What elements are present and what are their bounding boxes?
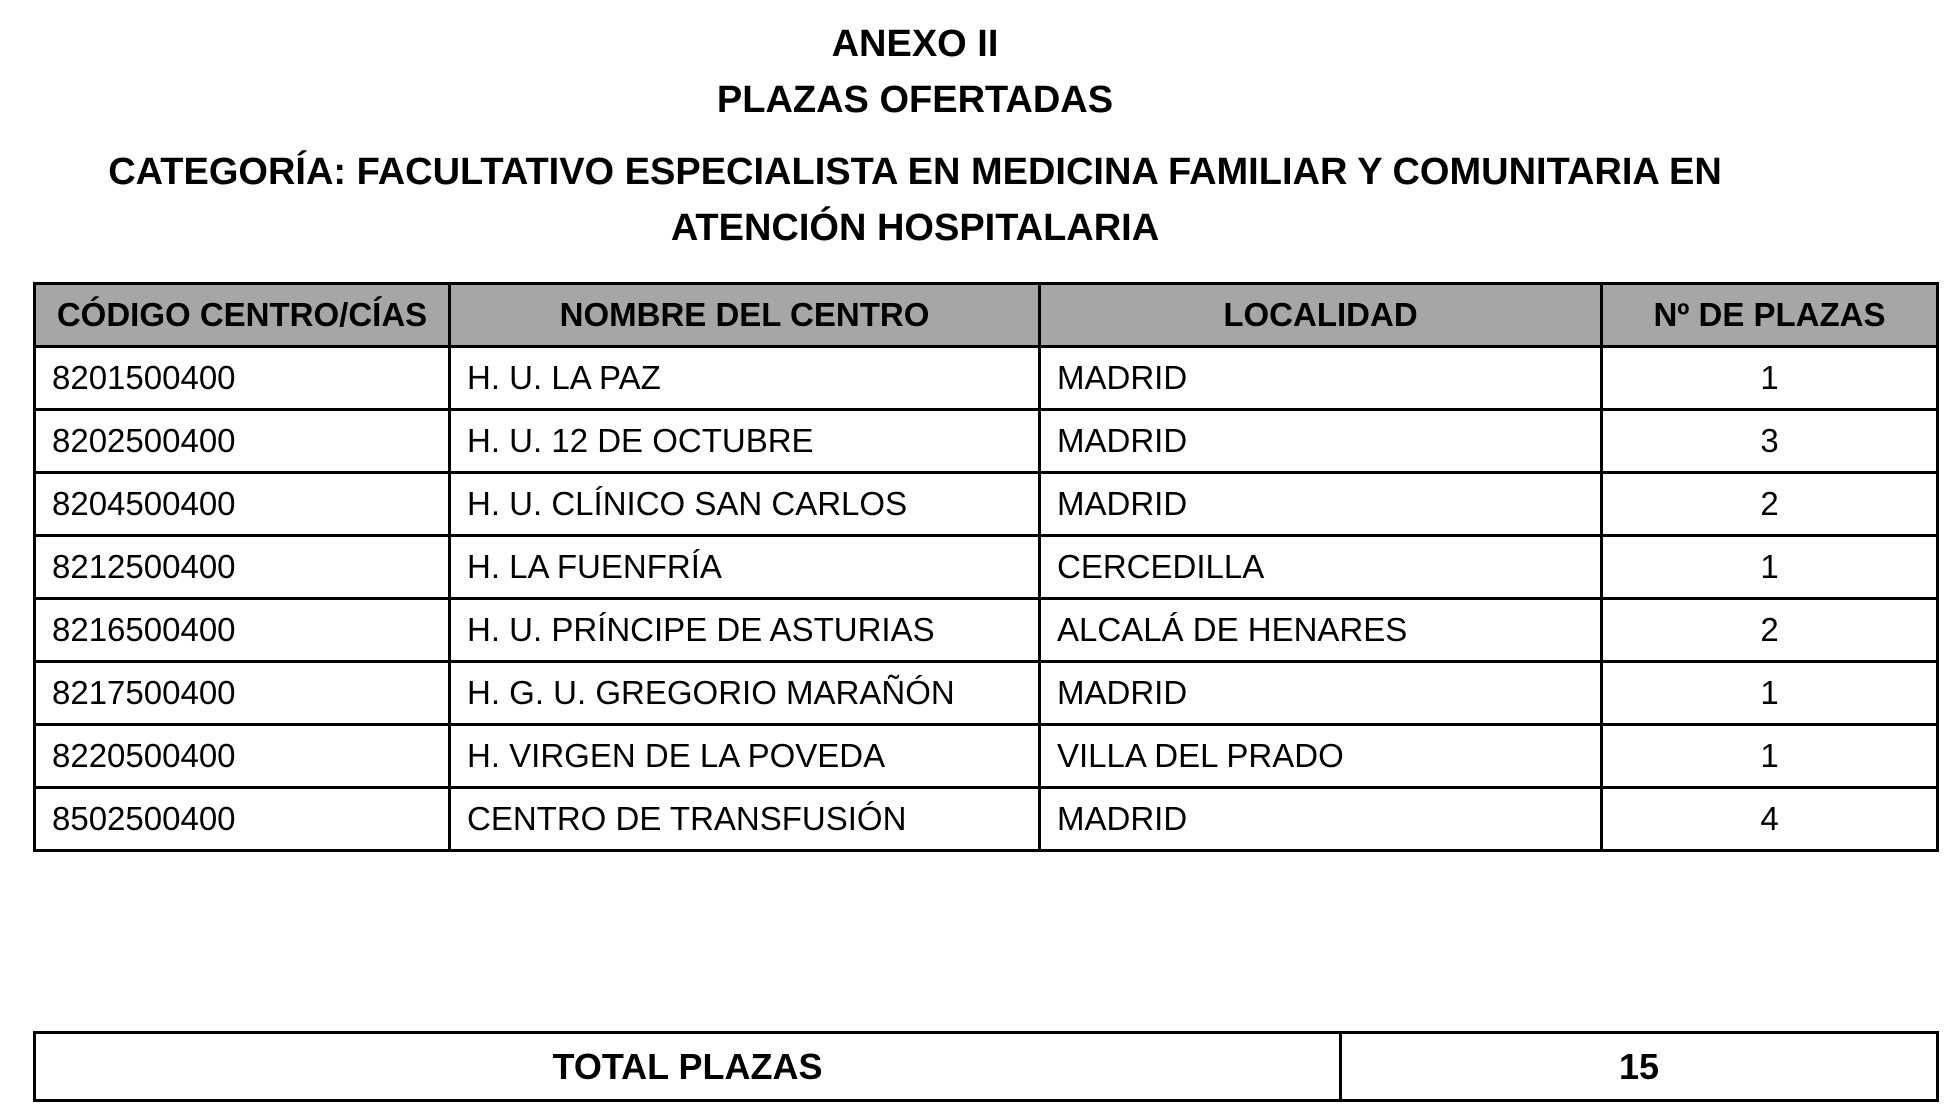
cell-codigo: 8202500400 bbox=[35, 410, 450, 473]
cell-localidad: MADRID bbox=[1040, 473, 1602, 536]
cell-plazas: 3 bbox=[1602, 410, 1938, 473]
table-row bbox=[35, 473, 1938, 536]
cell-localidad: ALCALÁ DE HENARES bbox=[1040, 599, 1602, 662]
annex-title: ANEXO II bbox=[831, 23, 999, 65]
cell-localidad: VILLA DEL PRADO bbox=[1040, 725, 1602, 788]
cell-plazas: 1 bbox=[1602, 725, 1938, 788]
column-header-plazas: Nº DE PLAZAS bbox=[1602, 284, 1938, 347]
cell-nombre: H. U. 12 DE OCTUBRE bbox=[450, 410, 1040, 473]
table-row bbox=[35, 599, 1938, 662]
column-header-localidad: LOCALIDAD bbox=[1040, 284, 1602, 347]
total-table bbox=[33, 1031, 1939, 1102]
table-header-row bbox=[35, 284, 1938, 347]
table-row bbox=[35, 410, 1938, 473]
table-row bbox=[35, 725, 1938, 788]
table-row bbox=[35, 788, 1938, 851]
category-title-line-2: ATENCIÓN HOSPITALARIA bbox=[670, 207, 1160, 249]
cell-plazas: 1 bbox=[1602, 662, 1938, 725]
cell-codigo: 8220500400 bbox=[35, 725, 450, 788]
category-title-line-1: CATEGORÍA: FACULTATIVO ESPECIALISTA EN MEDICINA FAMILIAR Y COMUNITARIA EN bbox=[108, 151, 1722, 193]
cell-plazas: 1 bbox=[1602, 536, 1938, 599]
cell-nombre: H. LA FUENFRÍA bbox=[450, 536, 1040, 599]
cell-localidad: CERCEDILLA bbox=[1040, 536, 1602, 599]
cell-plazas: 4 bbox=[1602, 788, 1938, 851]
cell-plazas: 1 bbox=[1602, 347, 1938, 410]
total-value: 15 bbox=[1341, 1033, 1938, 1101]
annex-subtitle: PLAZAS OFERTADAS bbox=[716, 79, 1114, 121]
column-header-codigo: CÓDIGO CENTRO/CÍAS bbox=[35, 284, 450, 347]
cell-nombre: H. VIRGEN DE LA POVEDA bbox=[450, 725, 1040, 788]
column-header-nombre: NOMBRE DEL CENTRO bbox=[450, 284, 1040, 347]
table-row bbox=[35, 662, 1938, 725]
cell-localidad: MADRID bbox=[1040, 410, 1602, 473]
cell-nombre: CENTRO DE TRANSFUSIÓN bbox=[450, 788, 1040, 851]
cell-codigo: 8201500400 bbox=[35, 347, 450, 410]
cell-codigo: 8204500400 bbox=[35, 473, 450, 536]
cell-codigo: 8212500400 bbox=[35, 536, 450, 599]
cell-localidad: MADRID bbox=[1040, 347, 1602, 410]
cell-localidad: MADRID bbox=[1040, 788, 1602, 851]
table-row bbox=[35, 347, 1938, 410]
total-label: TOTAL PLAZAS bbox=[35, 1033, 1341, 1101]
cell-nombre: H. G. U. GREGORIO MARAÑÓN bbox=[450, 662, 1040, 725]
cell-codigo: 8216500400 bbox=[35, 599, 450, 662]
cell-nombre: H. U. LA PAZ bbox=[450, 347, 1040, 410]
cell-codigo: 8217500400 bbox=[35, 662, 450, 725]
cell-plazas: 2 bbox=[1602, 599, 1938, 662]
cell-codigo: 8502500400 bbox=[35, 788, 450, 851]
cell-nombre: H. U. PRÍNCIPE DE ASTURIAS bbox=[450, 599, 1040, 662]
plazas-table bbox=[33, 282, 1939, 852]
cell-localidad: MADRID bbox=[1040, 662, 1602, 725]
table-row bbox=[35, 536, 1938, 599]
cell-plazas: 2 bbox=[1602, 473, 1938, 536]
total-row bbox=[35, 1033, 1938, 1101]
cell-nombre: H. U. CLÍNICO SAN CARLOS bbox=[450, 473, 1040, 536]
